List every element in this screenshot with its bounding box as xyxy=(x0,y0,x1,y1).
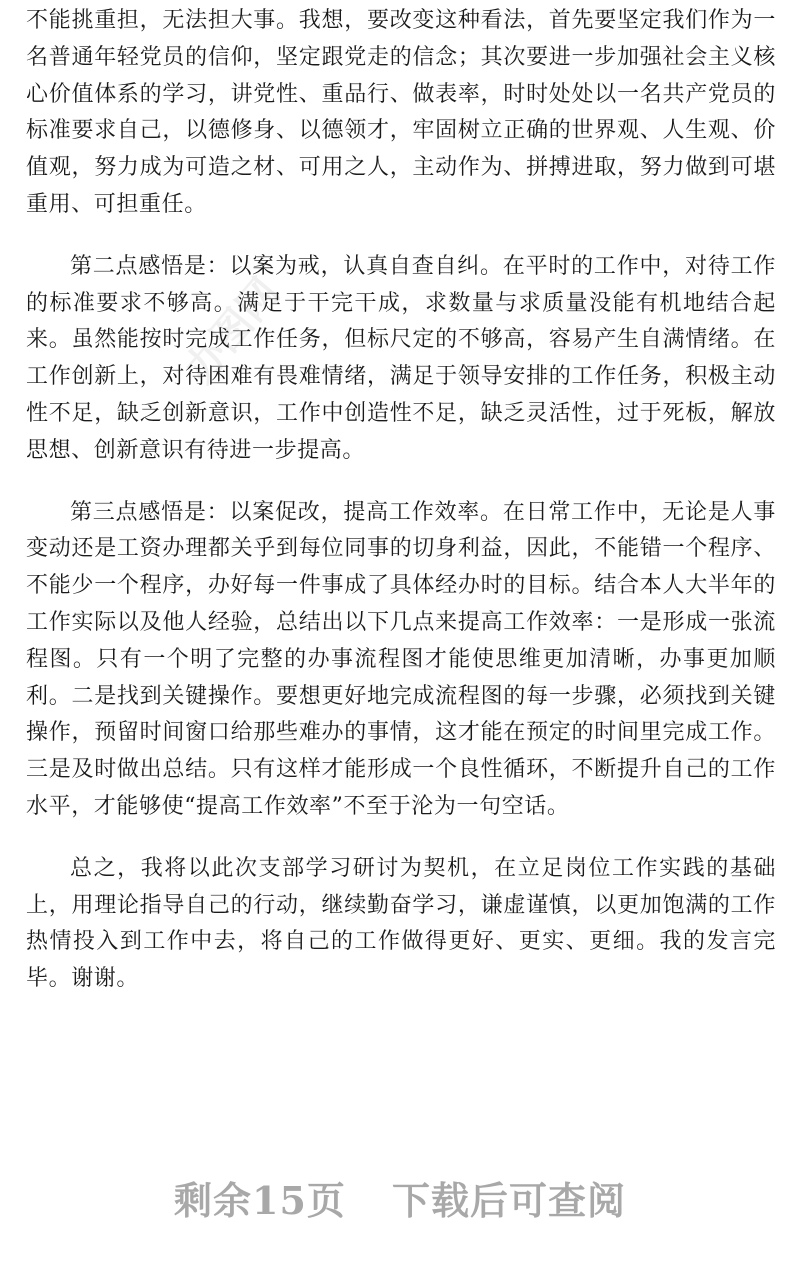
download-hint-label: 下载后可查阅 xyxy=(391,1178,626,1223)
paragraph-2: 第二点感悟是：以案为戒，认真自查自纠。在平时的工作中，对待工作的标准要求不够高。满足于干完干成，求数量与求质量没能有机地结合起来。虽然能按时完成工作任务，但标尺定的不够高，容易产生自满情绪。在工作创新上，对待困难有畏难情绪，满足于领导安排的工作任务，积极主动性不足，缺乏创新意识，工作中创造性不足，缺乏灵活性，过于死板，解放思想、创新意识有待进一步提高。 xyxy=(26,253,776,463)
paragraph-4: 总之，我将以此次支部学习研讨为契机，在立足岗位工作实践的基础上，用理论指导自己的行动，继续勤奋学习，谦虚谨慎，以更加饱满的工作热情投入到工作中去，将自己的工作做得更好、更实、更细。我的发言完毕。谢谢。 xyxy=(26,855,776,992)
watermark-text: 办图网 xyxy=(176,270,289,392)
remaining-pages-label: 剩余15页 xyxy=(174,1178,346,1223)
paragraph-1: 不能挑重担，无法担大事。我想，要改变这种看法，首先要坚定我们作为一名普通年轻党员的信仰，坚定跟党走的信念；其次要进一步加强社会主义核心价值体系的学习，讲党性、重品行、做表率，时时处处以一名共产党员的标准要求自己，以德修身、以德领才，牢固树立正确的世界观、人生观、价值观，努力成为可造之材、可用之人，主动作为、拼搏进取，努力做到可堪重用、可担重任。 xyxy=(26,8,776,217)
paragraph-3: 第三点感悟是：以案促改，提高工作效率。在日常工作中，无论是人事变动还是工资办理都关乎到每位同事的切身利益，因此，不能错一个程序、不能少一个程序，办好每一件事成了具体经办时的目标。结合本人大半年的工作实际以及他人经验，总结出以下几点来提高工作效率：一是形成一张流程图。只有一个明了完整的办事流程图才能使思维更加清晰，办事更加顺利。二是找到关键操作。要想更好地完成流程图的每一步骤，必须找到关键操作，预留时间窗口给那些难办的事情，这才能在预定的时间里完成工作。三是及时做出总结。只有这样才能形成一个良性循环，不断提升自己的工作水平，才能够使“提高工作效率”不至于沦为一句空话。 xyxy=(26,499,776,819)
download-banner[interactable] xyxy=(0,1170,800,1225)
document-body xyxy=(26,3,776,1023)
